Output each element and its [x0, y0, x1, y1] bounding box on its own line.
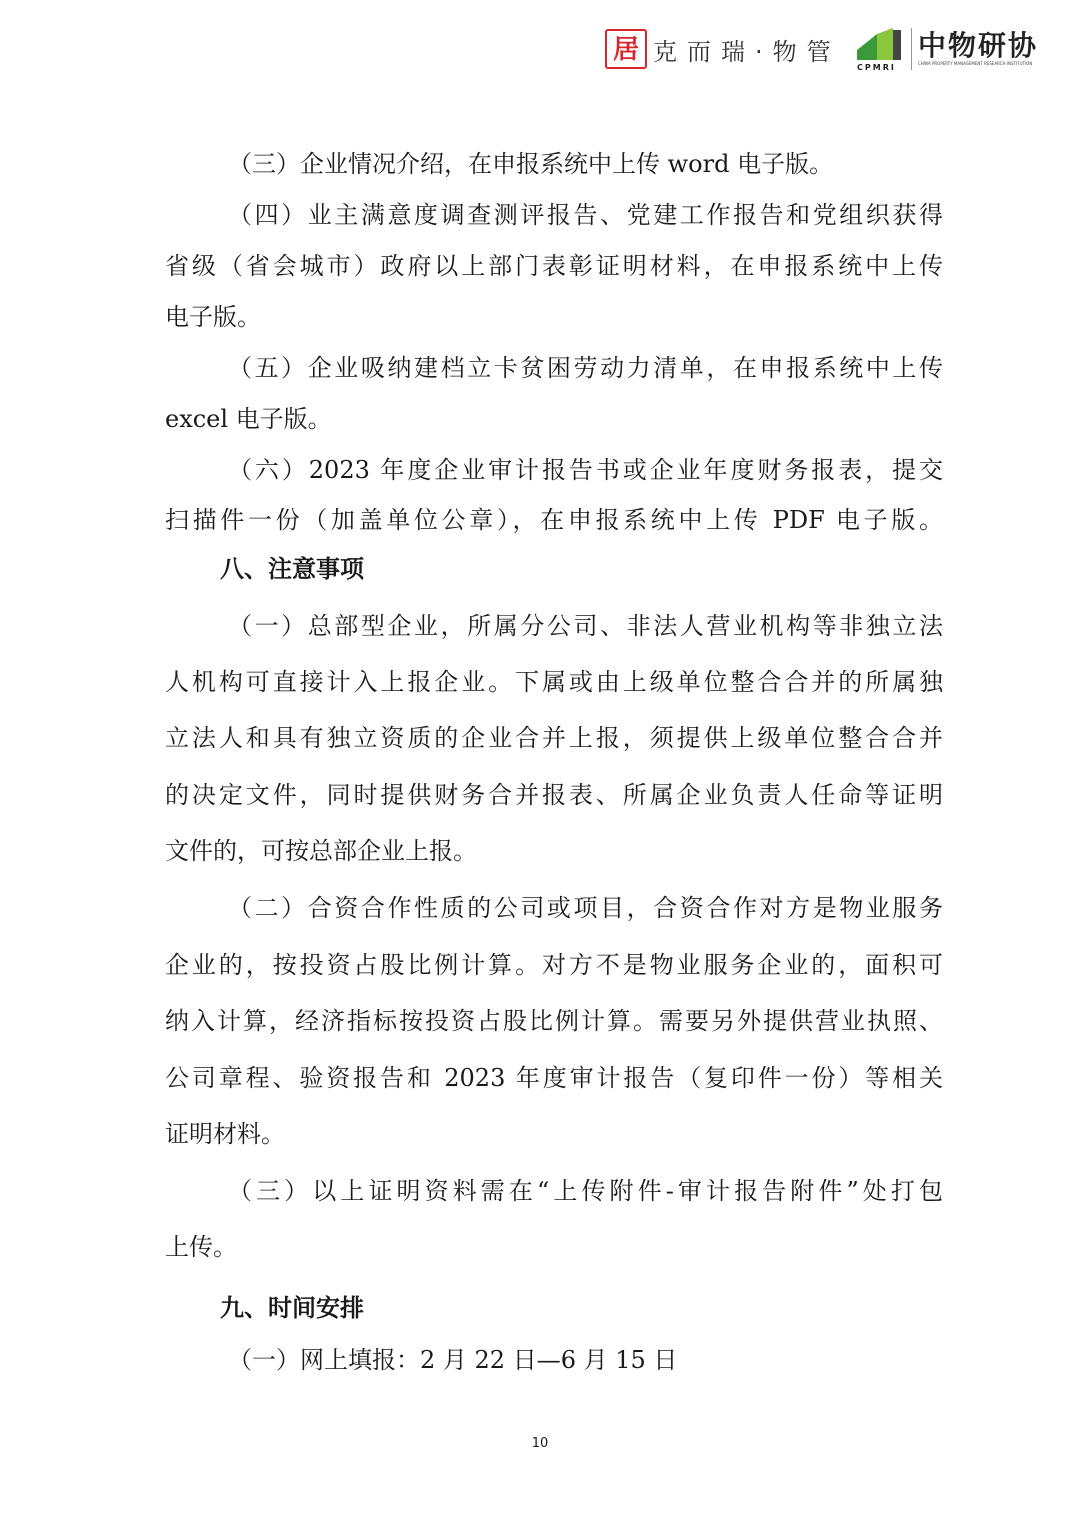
- text-line: 纳入计算，经济指标按投资占股比例计算。需要另外提供营业执照、: [165, 1007, 943, 1035]
- logo-divider: [911, 28, 912, 70]
- text-line: （六）2023 年度企业审计报告书或企业年度财务报表，提交: [228, 456, 943, 484]
- text-line: （一）网上填报：2 月 22 日—6 月 15 日: [228, 1346, 678, 1374]
- cpmri-brand-text: 中物研协: [918, 29, 1039, 62]
- text-line: 立法人和具有独立资质的企业合并上报，须提供上级单位整合合并: [165, 724, 943, 752]
- text-line: （四）业主满意度调查测评报告、党建工作报告和党组织获得: [228, 201, 943, 229]
- text-line: 企业的，按投资占股比例计算。对方不是物业服务企业的，面积可: [165, 951, 943, 979]
- text-line: （二）合资合作性质的公司或项目，合资合作对方是物业服务: [228, 894, 943, 922]
- page-number: 10: [531, 1436, 549, 1451]
- text-line: （五）企业吸纳建档立卡贫困劳动力清单，在申报系统中上传: [228, 354, 943, 382]
- text-line: 扫描件一份（加盖单位公章），在申报系统中上传 PDF 电子版。: [165, 506, 943, 534]
- text-line: 电子版。: [165, 303, 261, 331]
- section-heading: 八、注意事项: [220, 555, 364, 583]
- cric-brand-text: 克而瑞·物管: [653, 37, 841, 66]
- cpmri-abbr: CPMRI: [857, 63, 896, 72]
- text-line: 文件的，可按总部企业上报。: [165, 837, 477, 865]
- text-line: 上传。: [165, 1233, 237, 1261]
- text-line: excel 电子版。: [165, 405, 332, 433]
- text-line: （三）企业情况介绍，在申报系统中上传 word 电子版。: [228, 150, 834, 178]
- page-header: [605, 26, 1039, 72]
- text-line: 的决定文件，同时提供财务合并报表、所属企业负责人任命等证明: [165, 781, 943, 809]
- cpmri-house-logo: [855, 26, 915, 72]
- section-heading: 九、时间安排: [220, 1294, 364, 1322]
- text-line: 人机构可直接计入上报企业。下属或由上级单位整合合并的所属独: [165, 668, 943, 696]
- text-line: （三）以上证明资料需在“上传附件-审计报告附件”处打包: [228, 1177, 943, 1205]
- cpmri-brand-subtitle: CHINA PROPERTY MANAGEMENT RESEARCH INSTITUTION: [918, 61, 1033, 66]
- text-line: 证明材料。: [165, 1120, 285, 1148]
- text-line: （一）总部型企业，所属分公司、非法人营业机构等非独立法: [228, 612, 943, 640]
- text-line: 省级（省会城市）政府以上部门表彰证明材料，在申报系统中上传: [165, 252, 943, 280]
- text-line: 公司章程、验资报告和 2023 年度审计报告（复印件一份）等相关: [165, 1064, 943, 1092]
- cric-seal-logo: 居: [605, 29, 647, 69]
